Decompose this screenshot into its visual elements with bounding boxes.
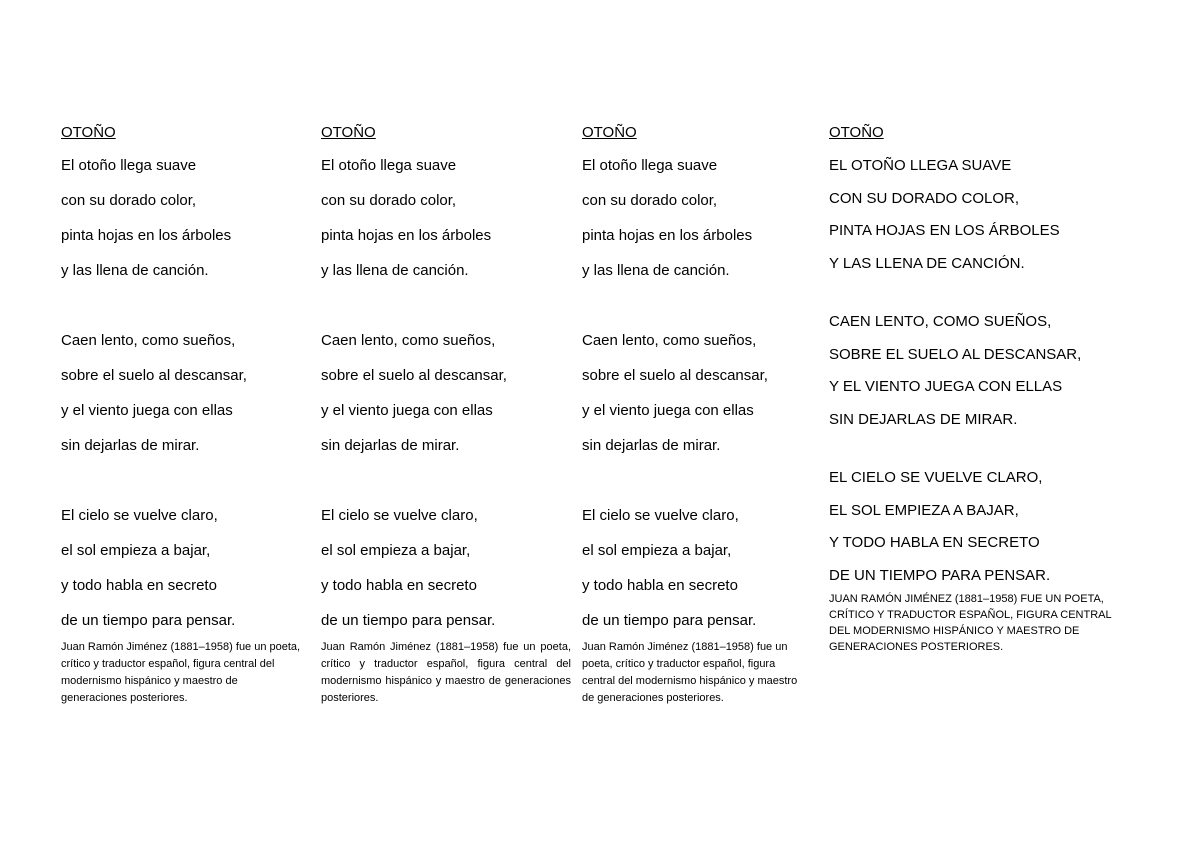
stanza-3	[321, 506, 571, 631]
poem-line: con su dorado color,	[61, 192, 197, 209]
poem-line: pinta hojas en los árboles	[61, 227, 232, 244]
poem-line: sobre el suelo al descansar,	[582, 367, 768, 384]
author-bio: Juan Ramón Jiménez (1881–1958) fue un poeta, crítico y traductor español, figura central del modernismo hispánico y maestro de generaciones posteriores.	[582, 641, 798, 704]
stanza-gap	[582, 471, 808, 506]
poem-line: y todo habla en secreto	[61, 577, 217, 594]
poem-title: OTOÑO	[61, 124, 116, 141]
poem-line: SIN DEJARLAS DE MIRAR.	[829, 410, 1018, 428]
stanza-3	[61, 506, 303, 631]
stanza-1	[321, 156, 571, 281]
stanza-2	[61, 331, 303, 456]
stanza-2	[582, 331, 808, 456]
poem-line: y el viento juega con ellas	[321, 402, 493, 419]
poem-line: pinta hojas en los árboles	[582, 227, 753, 244]
poem-column-3	[582, 122, 808, 707]
stanza-gap	[61, 471, 303, 506]
poem-line: con su dorado color,	[321, 192, 457, 209]
stanza-gap	[582, 296, 808, 331]
poem-line: de un tiempo para pensar.	[61, 612, 236, 629]
stanza-gap	[61, 296, 303, 331]
poem-line: CON SU DORADO COLOR,	[829, 189, 1020, 207]
poem-line: PINTA HOJAS EN LOS ÁRBOLES	[829, 222, 1060, 239]
poem-line: DE UN TIEMPO PARA PENSAR.	[829, 566, 1051, 584]
poem-line: y el viento juega con ellas	[582, 402, 754, 419]
poem-line: pinta hojas en los árboles	[321, 227, 492, 244]
poem-line: EL CIELO SE VUELVE CLARO,	[829, 469, 1043, 486]
stanza-gap	[829, 442, 1119, 468]
stanza-3	[829, 468, 1119, 586]
stanza-gap	[321, 471, 571, 506]
author-bio: Juan Ramón Jiménez (1881–1958) fue un poeta, crítico y traductor español, figura central del modernismo hispánico y maestro de generaciones posteriores.	[321, 641, 571, 704]
author-bio: Juan Ramón Jiménez (1881–1958) fue un poeta, crítico y traductor español, figura central del modernismo hispánico y maestro de generaciones posteriores.	[61, 641, 301, 704]
poem-title: OTOÑO	[582, 124, 637, 141]
poem-column-1	[61, 122, 303, 707]
poem-line: El cielo se vuelve claro,	[61, 507, 218, 524]
poem-line: SOBRE EL SUELO AL DESCANSAR,	[829, 345, 1082, 363]
poem-line: El otoño llega suave	[61, 157, 197, 174]
poem-line: y las llena de canción.	[321, 262, 469, 279]
poem-line: y las llena de canción.	[582, 262, 730, 279]
poem-column-4	[829, 122, 1119, 655]
stanza-1	[61, 156, 303, 281]
poem-line: sobre el suelo al descansar,	[61, 367, 247, 384]
poem-line: El otoño llega suave	[582, 157, 718, 174]
poem-line: y el viento juega con ellas	[61, 402, 233, 419]
poem-line: El otoño llega suave	[321, 157, 457, 174]
poem-line: EL SOL EMPIEZA A BAJAR,	[829, 501, 1019, 519]
poem-line: el sol empieza a bajar,	[321, 542, 471, 559]
stanza-gap	[321, 296, 571, 331]
poem-line: con su dorado color,	[582, 192, 718, 209]
poem-title: OTOÑO	[829, 124, 884, 141]
poem-line: de un tiempo para pensar.	[321, 612, 496, 629]
poem-line: sin dejarlas de mirar.	[582, 437, 721, 454]
poem-line: el sol empieza a bajar,	[61, 542, 211, 559]
poem-line: Caen lento, como sueños,	[582, 332, 757, 349]
poem-line: Y LAS LLENA DE CANCIÓN.	[829, 254, 1025, 272]
poem-line: El cielo se vuelve claro,	[321, 507, 478, 524]
poem-line: sin dejarlas de mirar.	[321, 437, 460, 454]
stanza-1	[582, 156, 808, 281]
stanza-2	[829, 312, 1119, 430]
poem-line: EL OTOÑO LLEGA SUAVE	[829, 157, 1012, 174]
poem-line: sin dejarlas de mirar.	[61, 437, 200, 454]
poem-line: Caen lento, como sueños,	[321, 332, 496, 349]
stanza-gap	[829, 286, 1119, 312]
poem-line: sobre el suelo al descansar,	[321, 367, 507, 384]
author-bio: JUAN RAMÓN JIMÉNEZ (1881–1958) FUE UN POETA, CRÍTICO Y TRADUCTOR ESPAÑOL, FIGURA CENTRAL DEL MODERNISMO HISPÁNICO Y MAESTRO DE GENERACIONES POSTERIORES.	[829, 593, 1112, 653]
poem-title: OTOÑO	[321, 124, 376, 141]
poem-line: Caen lento, como sueños,	[61, 332, 236, 349]
poem-line: y todo habla en secreto	[321, 577, 477, 594]
stanza-2	[321, 331, 571, 456]
poem-line: Y TODO HABLA EN SECRETO	[829, 534, 1040, 551]
poem-line: de un tiempo para pensar.	[582, 612, 757, 629]
poem-line: y las llena de canción.	[61, 262, 209, 279]
poem-line: El cielo se vuelve claro,	[582, 507, 739, 524]
poem-line: Y EL VIENTO JUEGA CON ELLAS	[829, 378, 1063, 395]
poem-line: CAEN LENTO, COMO SUEÑOS,	[829, 313, 1052, 330]
stanza-3	[582, 506, 808, 631]
stanza-1	[829, 156, 1119, 274]
poem-line: el sol empieza a bajar,	[582, 542, 732, 559]
poem-line: y todo habla en secreto	[582, 577, 738, 594]
poem-column-2	[321, 122, 571, 707]
